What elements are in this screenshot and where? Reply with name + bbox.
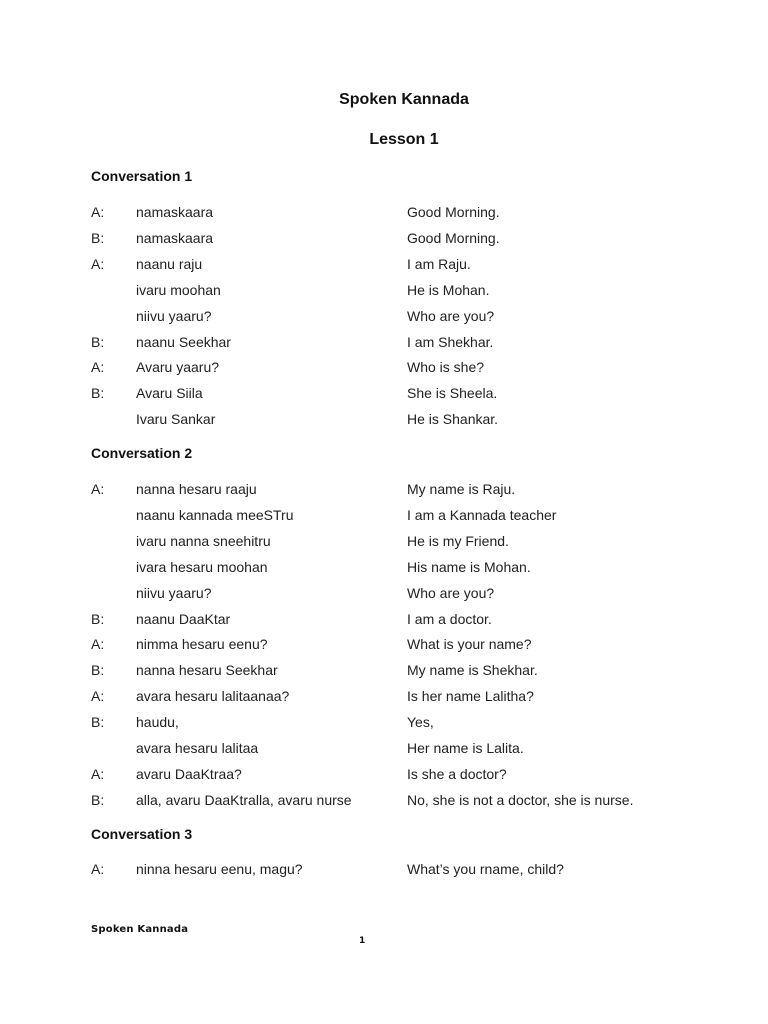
dialogue-line <box>0 740 768 764</box>
english-translation: Is she a doctor? <box>407 766 507 782</box>
dialogue-line <box>0 411 768 435</box>
speaker-label: A: <box>91 359 105 375</box>
speaker-label: A: <box>91 481 105 497</box>
dialogue-line <box>0 559 768 583</box>
speaker-label: A: <box>91 861 105 877</box>
kannada-text: ivaru nanna sneehitru <box>136 533 271 549</box>
dialogue-line <box>0 385 768 409</box>
speaker-label: A: <box>91 204 105 220</box>
english-translation: I am a doctor. <box>407 611 492 627</box>
speaker-label: B: <box>91 385 105 401</box>
english-translation: He is Shankar. <box>407 411 499 427</box>
speaker-label: B: <box>91 611 105 627</box>
speaker-label: B: <box>91 662 105 678</box>
english-translation: My name is Shekhar. <box>407 662 538 678</box>
dialogue-line <box>0 636 768 660</box>
kannada-text: avara hesaru lalitaa <box>136 740 259 756</box>
dialogue-line <box>0 533 768 557</box>
dialogue-line <box>0 507 768 531</box>
dialogue-line <box>0 766 768 790</box>
english-translation: I am a Kannada teacher <box>407 507 557 523</box>
dialogue-line <box>0 585 768 609</box>
english-translation: No, she is not a doctor, she is nurse. <box>407 792 634 808</box>
kannada-text: ivaru moohan <box>136 282 221 298</box>
english-translation: She is Sheela. <box>407 385 498 401</box>
kannada-text: niivu yaaru? <box>136 585 212 601</box>
dialogue-line <box>0 662 768 686</box>
kannada-text: Avaru Siila <box>136 385 203 401</box>
kannada-text: namaskaara <box>136 204 214 220</box>
dialogue-line <box>0 308 768 332</box>
speaker-label: A: <box>91 256 105 272</box>
english-translation: He is my Friend. <box>407 533 509 549</box>
speaker-label: A: <box>91 688 105 704</box>
speaker-label: B: <box>91 230 105 246</box>
english-translation: What is your name? <box>407 636 532 652</box>
kannada-text: namaskaara <box>136 230 214 246</box>
conversation-heading: Conversation 3 <box>91 826 193 842</box>
page-number: 1 <box>359 936 366 946</box>
english-translation: What’s you rname, child? <box>407 861 564 877</box>
document-title: Spoken Kannada <box>339 91 469 108</box>
english-translation: Who are you? <box>407 308 495 324</box>
conversation-heading: Conversation 2 <box>91 445 193 461</box>
kannada-text: alla, avaru DaaKtralla, avaru nurse <box>136 792 352 808</box>
dialogue-line <box>0 861 768 885</box>
dialogue-line <box>0 481 768 505</box>
english-translation: I am Shekhar. <box>407 334 494 350</box>
footer-label: Spoken Kannada <box>91 924 189 935</box>
dialogue-line <box>0 714 768 738</box>
english-translation: Good Morning. <box>407 230 500 246</box>
kannada-text: naanu kannada meeSTru <box>136 507 294 523</box>
dialogue-line <box>0 611 768 635</box>
kannada-text: nanna hesaru raaju <box>136 481 257 497</box>
dialogue-line <box>0 792 768 816</box>
conversation-heading: Conversation 1 <box>91 168 193 184</box>
english-translation: Yes, <box>407 714 434 730</box>
kannada-text: ninna hesaru eenu, magu? <box>136 861 303 877</box>
dialogue-line <box>0 230 768 254</box>
kannada-text: naanu raju <box>136 256 203 272</box>
speaker-label: A: <box>91 766 105 782</box>
english-translation: Who is she? <box>407 359 485 375</box>
dialogue-line <box>0 282 768 306</box>
dialogue-line <box>0 688 768 712</box>
english-translation: Her name is Lalita. <box>407 740 524 756</box>
kannada-text: ivara hesaru moohan <box>136 559 268 575</box>
english-translation: His name is Mohan. <box>407 559 531 575</box>
kannada-text: Ivaru Sankar <box>136 411 216 427</box>
speaker-label: B: <box>91 714 105 730</box>
dialogue-line <box>0 334 768 358</box>
dialogue-line <box>0 359 768 383</box>
kannada-text: naanu Seekhar <box>136 334 231 350</box>
speaker-label: B: <box>91 792 105 808</box>
kannada-text: niivu yaaru? <box>136 308 212 324</box>
kannada-text: avaru DaaKtraa? <box>136 766 242 782</box>
english-translation: Is her name Lalitha? <box>407 688 534 704</box>
kannada-text: naanu DaaKtar <box>136 611 231 627</box>
dialogue-line <box>0 204 768 228</box>
kannada-text: Avaru yaaru? <box>136 359 220 375</box>
kannada-text: nanna hesaru Seekhar <box>136 662 278 678</box>
english-translation: I am Raju. <box>407 256 471 272</box>
kannada-text: avara hesaru lalitaanaa? <box>136 688 290 704</box>
english-translation: He is Mohan. <box>407 282 490 298</box>
english-translation: Good Morning. <box>407 204 500 220</box>
kannada-text: haudu, <box>136 714 179 730</box>
dialogue-line <box>0 256 768 280</box>
speaker-label: B: <box>91 334 105 350</box>
english-translation: Who are you? <box>407 585 495 601</box>
lesson-title: Lesson 1 <box>369 131 439 148</box>
speaker-label: A: <box>91 636 105 652</box>
kannada-text: nimma hesaru eenu? <box>136 636 268 652</box>
english-translation: My name is Raju. <box>407 481 516 497</box>
